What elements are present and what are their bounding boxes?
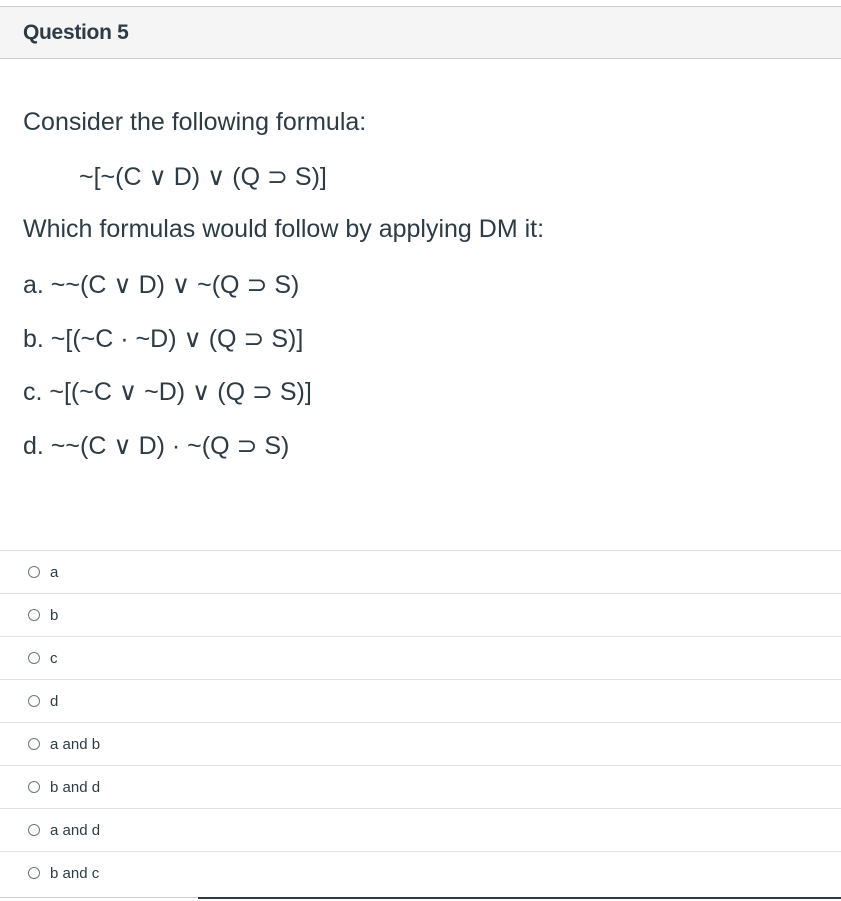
question-instruction: Which formulas would follow by applying DM it: [23,215,545,243]
question-formula: ~[~(C ∨ D) ∨ (Q ⊃ S)] [79,163,327,191]
bottom-divider [0,897,198,898]
radio-button-icon[interactable] [28,695,40,707]
choice-c-text: c. ~[(~C ∨ ~D) ∨ (Q ⊃ S)] [23,378,312,406]
radio-button-icon[interactable] [28,781,40,793]
answer-option-a-and-d[interactable] [0,808,841,851]
answer-list [0,550,841,894]
bottom-divider-accent [198,897,841,899]
radio-button-icon[interactable] [28,566,40,578]
answer-option-c[interactable] [0,636,841,679]
answer-label: b [50,606,59,624]
answer-option-a-and-b[interactable] [0,722,841,765]
choice-b-text: b. ~[(~C · ~D) ∨ (Q ⊃ S)] [23,325,304,353]
radio-button-icon[interactable] [28,867,40,879]
answer-label: a and d [50,821,101,839]
answer-label: b and d [50,778,101,796]
answer-label: a [50,563,59,581]
answer-option-b-and-c[interactable] [0,851,841,894]
question-card [0,6,841,901]
answer-option-b[interactable] [0,593,841,636]
answer-label: a and b [50,735,101,753]
answer-label: c [50,649,58,667]
question-title: Question 5 [23,20,129,44]
radio-button-icon[interactable] [28,824,40,836]
radio-button-icon[interactable] [28,609,40,621]
answer-option-d[interactable] [0,679,841,722]
radio-button-icon[interactable] [28,652,40,664]
answer-label: d [50,692,59,710]
question-header [0,7,841,59]
radio-button-icon[interactable] [28,738,40,750]
question-prompt: Consider the following formula: [23,108,367,136]
answer-option-a[interactable] [0,550,841,593]
choice-a-text: a. ~~(C ∨ D) ∨ ~(Q ⊃ S) [23,271,300,299]
answer-label: b and c [50,864,100,882]
choice-d-text: d. ~~(C ∨ D) · ~(Q ⊃ S) [23,432,290,460]
answer-option-b-and-d[interactable] [0,765,841,808]
